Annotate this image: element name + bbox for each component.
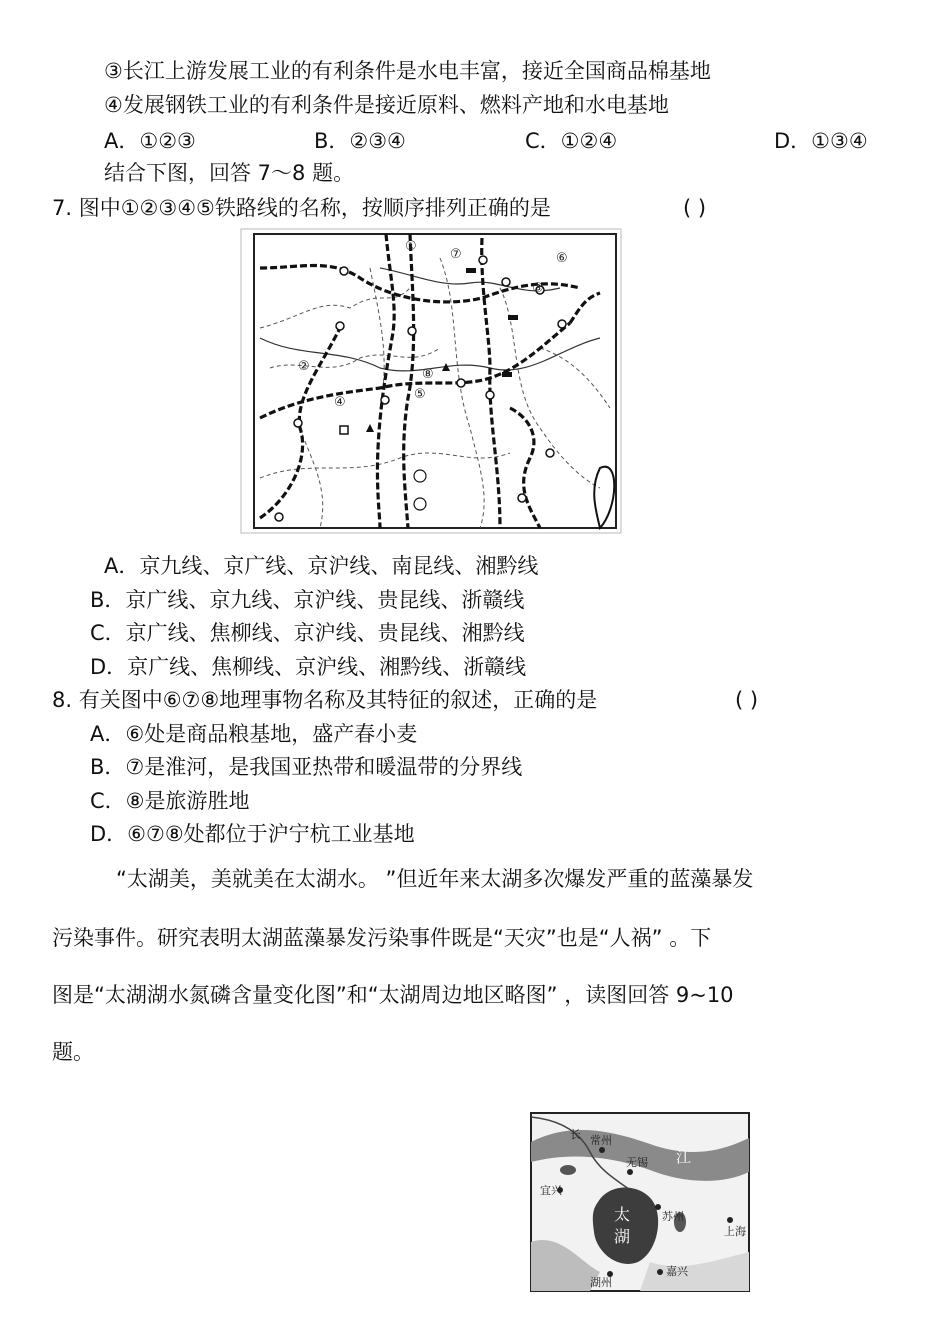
q8-option-c[interactable]: C．⑧是旅游胜地 [90,789,250,813]
label-changzhou: 常州 [590,1134,612,1147]
label-wuxi: 无锡 [626,1156,648,1169]
label-4: ④ [334,395,346,410]
mine-marker [466,268,476,273]
q8-option-d[interactable]: D．⑥⑦⑧处都位于沪宁杭工业基地 [90,822,415,846]
label-hu: 湖 [614,1227,631,1246]
label-5: ⑤ [414,387,426,402]
taihu-region-map [530,1112,750,1292]
passage-line-2: 污染事件。研究表明太湖蓝藻暴发污染事件既是“天灾”也是“人祸” 。下 [52,926,712,950]
q6-option-c[interactable]: C．①②④ [525,129,618,153]
q6-option-b[interactable]: B．②③④ [314,129,406,153]
q6-option-d[interactable]: D．①③④ [774,129,868,153]
passage-line-3: 图是“太湖湖水氮磷含量变化图”和“太湖周边地区略图” ，读图回答 9~10 [52,983,734,1007]
label-jiaxing: 嘉兴 [666,1265,688,1278]
statement-3: ③长江上游发展工业的有利条件是水电丰富，接近全国商品棉基地 [104,59,711,83]
label-1: ① [405,239,417,254]
statement-4: ④发展钢铁工业的有利条件是接近原料、燃料产地和水电基地 [104,93,669,117]
q7-answer-paren: ( ) [683,196,707,220]
label-7: ⑦ [450,247,462,262]
q6-option-a[interactable]: A．①②③ [104,129,196,153]
label-8: ⑧ [422,367,434,382]
label-huzhou: 湖州 [590,1276,612,1289]
mine-marker [502,372,512,377]
railway-map [240,228,622,534]
q7-stem: 7. 图中①②③④⑤铁路线的名称，按顺序排列正确的是 [52,196,551,220]
q8-option-b[interactable]: B．⑦是淮河，是我国亚热带和暖温带的分界线 [90,755,523,779]
passage-line-4: 题。 [52,1040,94,1064]
q7-option-b[interactable]: B．京广线、京九线、京沪线、贵昆线、浙赣线 [90,588,525,612]
q7-option-d[interactable]: D．京广线、焦柳线、京沪线、湘黔线、浙赣线 [90,655,527,679]
mine-marker [508,315,518,320]
intro-7-8: 结合下图，回答 7～8 题。 [104,161,355,185]
q7-option-a[interactable]: A．京九线、京广线、京沪线、南昆线、湘黔线 [104,554,539,578]
q8-answer-paren: ( ) [735,688,759,712]
q8-stem: 8. 有关图中⑥⑦⑧地理事物名称及其特征的叙述，正确的是 [52,688,598,712]
q7-option-c[interactable]: C．京广线、焦柳线、京沪线、贵昆线、湘黔线 [90,621,525,645]
small-lake [560,1165,576,1175]
label-suzhou: 苏州 [662,1210,684,1223]
q8-option-a[interactable]: A．⑥处是商品粮基地，盛产春小麦 [90,722,418,746]
label-jiang: 江 [676,1148,692,1166]
label-6: ⑥ [556,251,568,266]
label-3: ③ [532,281,544,296]
label-2: ② [298,359,310,374]
label-shanghai: 上海 [724,1225,746,1238]
label-yixing: 宜兴 [540,1184,562,1197]
label-tai: 太 [614,1205,631,1224]
label-chang: 长 [570,1128,581,1141]
passage-line-1: “太湖美，美就美在太湖水。 ”但近年来太湖多次爆发严重的蓝藻暴发 [116,867,754,891]
